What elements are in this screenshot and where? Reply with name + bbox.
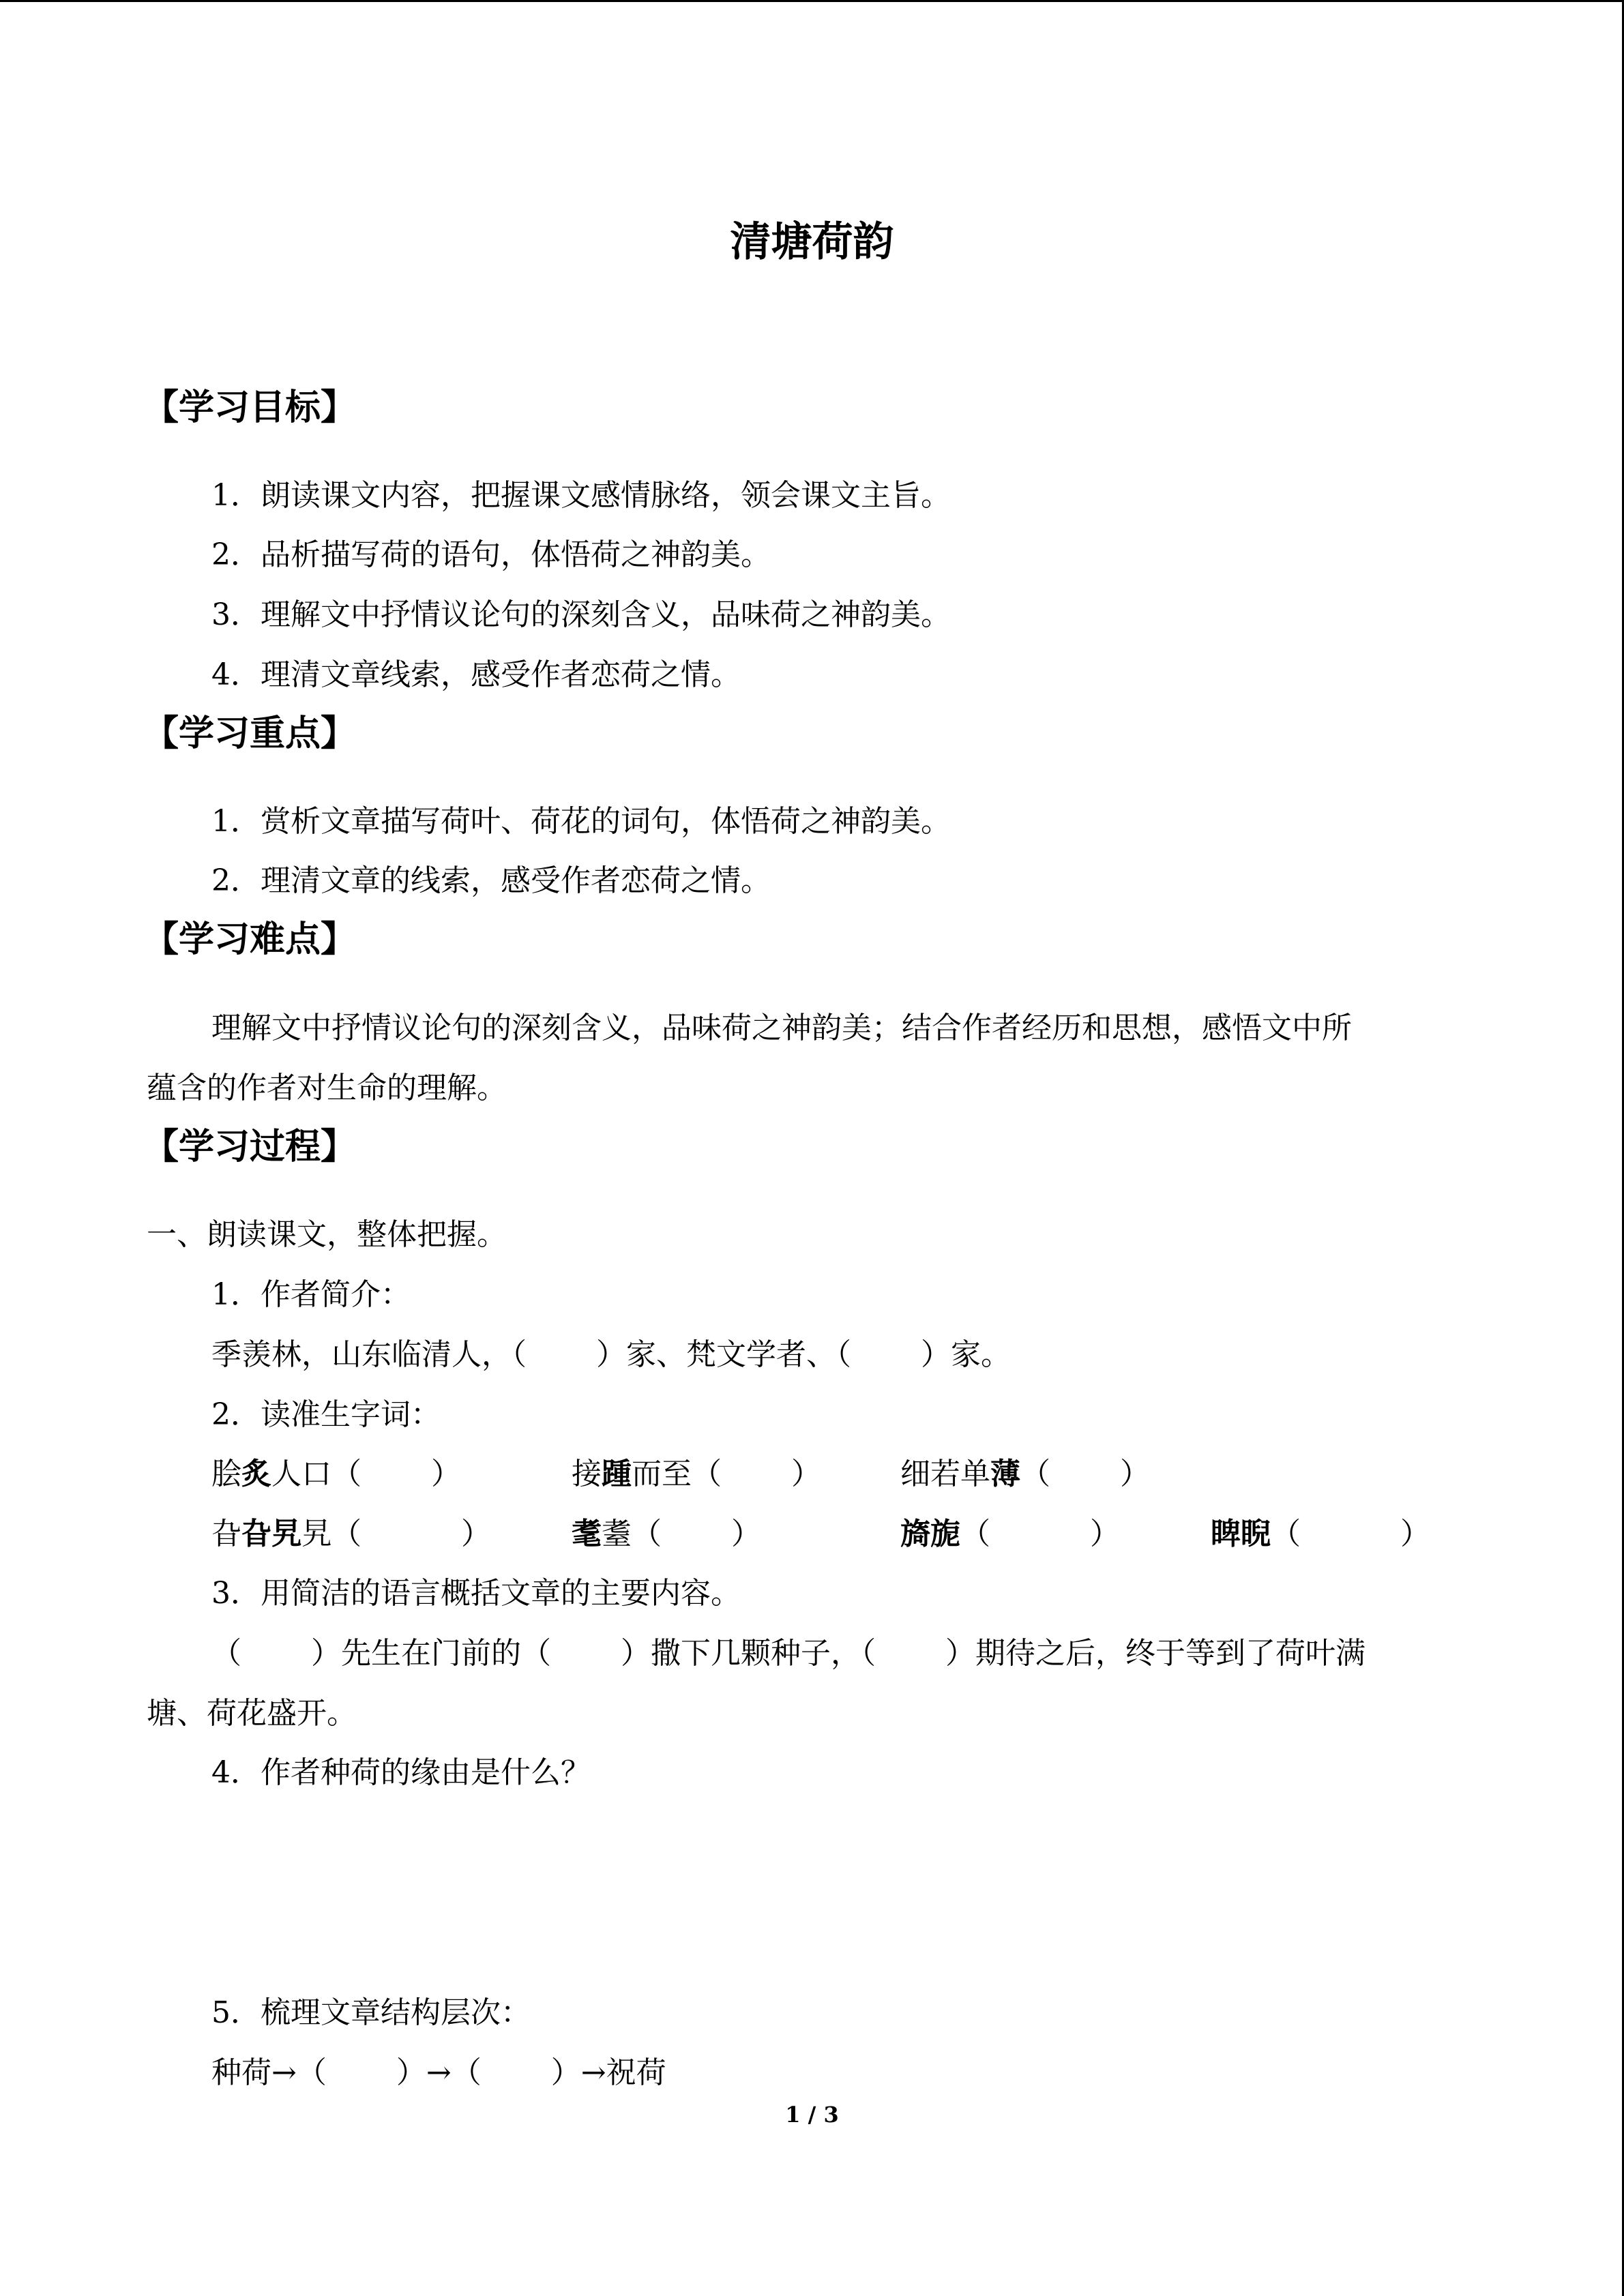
section-heading-key: 【学习重点】 (143, 713, 357, 754)
question-3-label: 3．用简洁的语言概括文章的主要内容。 (211, 1576, 741, 1611)
question-5-label: 5．梳理文章结构层次： (211, 1995, 531, 2030)
question-4-label: 4．作者种荷的缘由是什么？ (211, 1755, 591, 1790)
page-number: 1 / 3 (785, 2102, 839, 2128)
section-heading-goals: 【学习目标】 (143, 387, 357, 428)
question-2-label: 2．读准生字词： (211, 1397, 441, 1432)
vocab-word: 耄耋（ ） (572, 1517, 761, 1551)
goal-item: 3．理解文中抒情议论句的深刻含义，品味荷之神韵美。 (211, 597, 951, 632)
vocab-word: 睥睨（ ） (1211, 1517, 1430, 1551)
key-point-item: 1．赏析文章描写荷叶、荷花的词句，体悟荷之神韵美。 (211, 804, 951, 839)
document-title: 清塘荷韵 (730, 218, 894, 266)
goal-item: 1．朗读课文内容，把握课文感情脉络，领会课文主旨。 (211, 478, 951, 513)
vocab-word: 旮旮旯旯（ ） (211, 1517, 491, 1551)
part1-heading: 一、朗读课文，整体把握。 (147, 1217, 507, 1252)
difficult-text-line: 理解文中抒情议论句的深刻含义，品味荷之神韵美；结合作者经历和思想，感悟文中所 (211, 1011, 1352, 1045)
difficult-text-line: 蕴含的作者对生命的理解。 (147, 1071, 507, 1105)
question-3-text-line: 塘、荷花盛开。 (147, 1696, 357, 1731)
goal-item: 2．品析描写荷的语句，体悟荷之神韵美。 (211, 537, 771, 572)
question-1-label: 1．作者简介： (211, 1277, 411, 1312)
page-border-top (0, 0, 1624, 2)
section-heading-difficult: 【学习难点】 (143, 919, 357, 960)
question-5-text: 种荷→（ ）→（ ）→祝荷 (211, 2055, 666, 2090)
vocab-word: 脍炙人口（ ） (211, 1457, 461, 1491)
vocab-word: 细若单薄（ ） (900, 1457, 1150, 1491)
question-3-text-line: （ ）先生在门前的（ ）撒下几颗种子，（ ）期待之后，终于等到了荷叶满 (211, 1636, 1365, 1671)
vocab-word: 接踵而至（ ） (572, 1457, 821, 1491)
vocab-word: 旖旎（ ） (900, 1517, 1120, 1551)
key-point-item: 2．理清文章的线索，感受作者恋荷之情。 (211, 863, 771, 898)
section-heading-process: 【学习过程】 (143, 1126, 357, 1167)
goal-item: 4．理清文章线索，感受作者恋荷之情。 (211, 657, 741, 692)
question-1-text: 季羡林，山东临清人，（ ）家、梵文学者、（ ）家。 (211, 1337, 1011, 1372)
